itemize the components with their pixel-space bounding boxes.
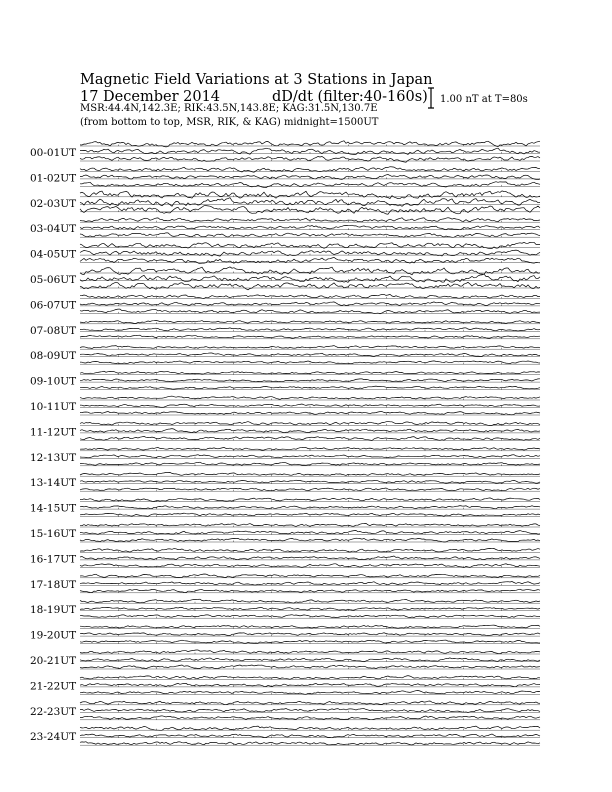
row-label: 06-07UT [30,299,77,312]
trace-row-20-21UT [30,650,540,669]
trace-row-21-22UT [30,676,540,695]
row-label: 14-15UT [30,502,77,515]
scale-bar [428,88,434,108]
row-label: 13-14UT [30,477,77,490]
scale-label: 1.00 nT at T=80s [440,94,528,105]
row-label: 18-19UT [30,604,77,617]
station-order-note: (from bottom to top, MSR, RIK, & KAG) midnight=1500UT [80,117,379,128]
trace-row-00-01UT [30,141,540,162]
trace-row-03-04UT [30,218,540,238]
row-label: 21-22UT [30,680,77,693]
row-label: 10-11UT [30,401,77,413]
stations-line: MSR:44.4N,142.3E; RIK:43.5N,143.8E; KAG:31.5N,130.7E [80,103,378,114]
trace-row-04-05UT [30,242,540,263]
row-label: 00-01UT [30,147,77,159]
row-label: 03-04UT [30,223,77,236]
trace-KAG [80,191,540,199]
trace-row-07-08UT [30,320,540,338]
trace-row-06-07UT [30,294,540,313]
trace-RIK [80,198,540,207]
row-label: 15-16UT [30,528,77,540]
trace-row-19-20UT [30,625,540,644]
row-label: 01-02UT [30,172,77,185]
trace-KAG [80,267,540,275]
trace-row-01-02UT [30,167,540,188]
trace-MSR [80,156,540,162]
row-label: 12-13UT [30,451,77,464]
row-label: 07-08UT [30,324,77,337]
trace-row-17-18UT [30,574,540,593]
row-label: 22-23UT [30,705,77,718]
trace-RIK [80,274,540,282]
row-label: 05-06UT [30,274,77,286]
trace-row-15-16UT [30,523,540,542]
row-label: 20-21UT [30,655,77,667]
trace-row-23-24UT [30,726,540,745]
trace-row-10-11UT [30,396,540,415]
row-label: 08-09UT [30,350,77,363]
trace-row-09-10UT [30,371,540,389]
trace-rows [30,141,540,745]
trace-MSR [80,206,540,215]
row-label: 02-03UT [30,197,77,210]
trace-row-02-03UT [30,191,540,214]
trace-MSR [80,257,540,263]
trace-MSR [80,182,540,188]
data-type-label: dD/dt (filter:40-160s) [272,89,428,105]
trace-row-08-09UT [30,346,540,365]
row-label: 04-05UT [30,248,77,261]
row-label: 23-24UT [30,731,77,744]
trace-row-18-19UT [30,599,540,618]
row-label: 17-18UT [30,578,77,591]
trace-row-14-15UT [30,498,540,517]
row-label: 11-12UT [30,426,77,439]
row-label: 09-10UT [30,375,77,388]
trace-MSR [80,282,540,290]
date-line: 17 December 2014 [80,89,221,105]
trace-row-16-17UT [30,549,540,568]
row-label: 19-20UT [30,629,77,642]
trace-row-22-23UT [30,701,540,720]
trace-row-11-12UT [30,421,540,440]
trace-row-12-13UT [30,447,540,466]
row-label: 16-17UT [30,553,77,566]
trace-row-13-14UT [30,472,540,491]
scale-bar-mark [428,88,434,108]
trace-row-05-06UT [30,267,540,290]
chart-title: Magnetic Field Variations at 3 Stations in Japan [80,72,433,88]
